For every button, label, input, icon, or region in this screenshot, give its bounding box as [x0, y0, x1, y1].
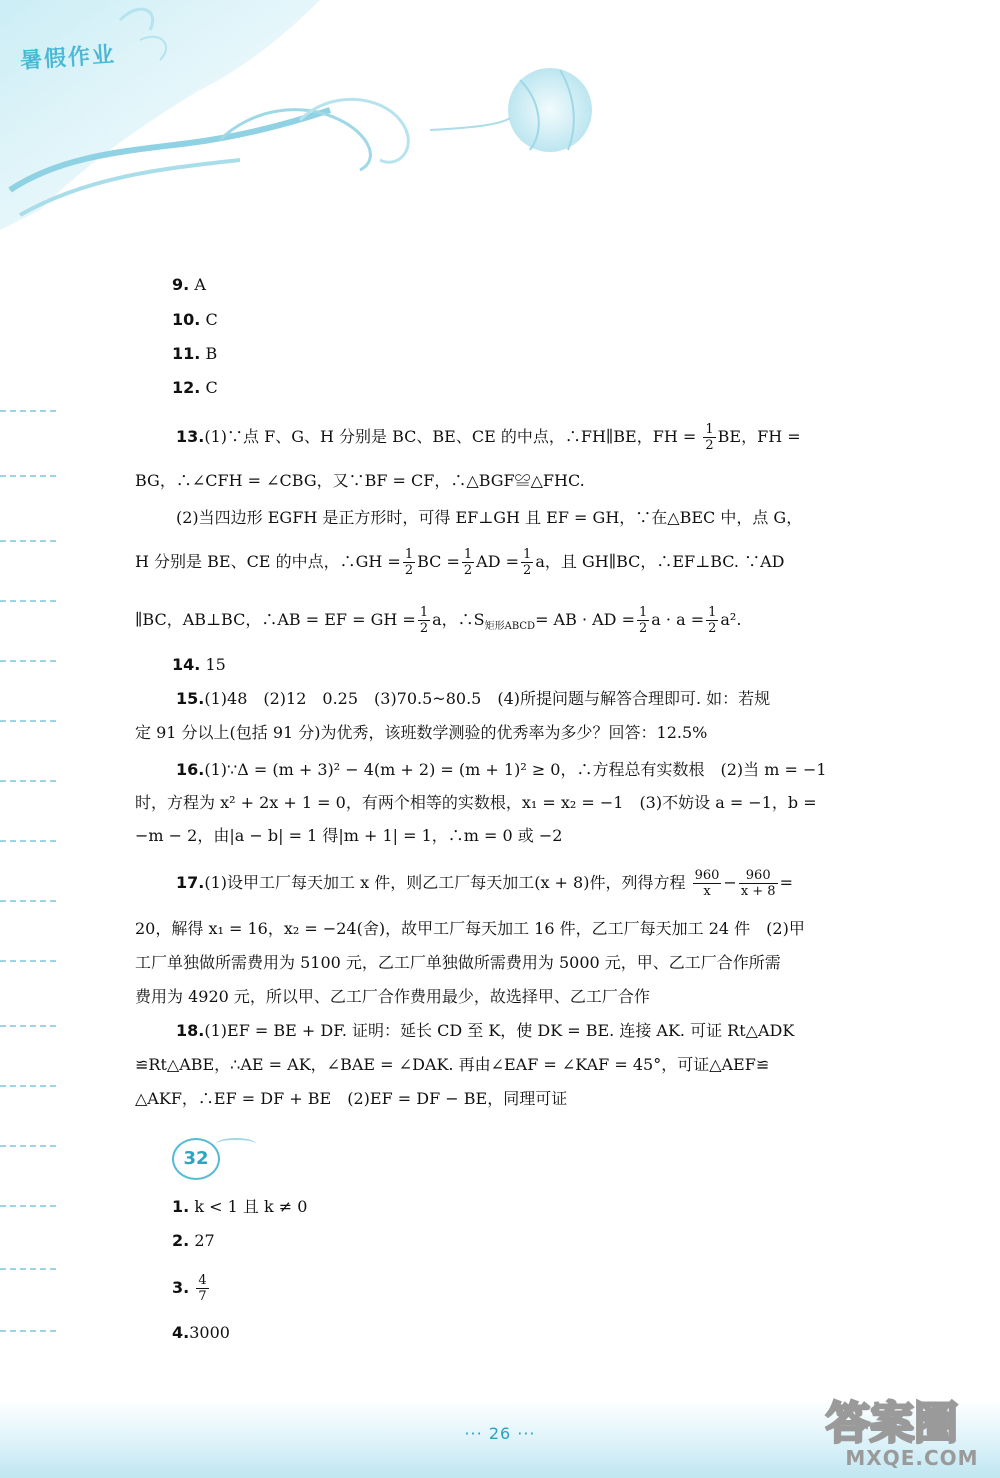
- answer-18-line-2: ≌Rt△ABE，∴AE = AK，∠BAE = ∠DAK. 再由∠EAF = ∠KAF = 45°，可证△AEF≌: [135, 1055, 770, 1074]
- watermark-url: MXQE.COM: [845, 1446, 979, 1470]
- section-answer-1: 1. k < 1 且 k ≠ 0: [172, 1197, 308, 1216]
- fraction-half: $\frac{1}{2}$: [708, 605, 717, 636]
- fraction-half: $\frac{1}{2}$: [419, 605, 429, 636]
- answer-18-line-1: 18.(1)EF = BE + DF. 证明：延长 CD 至 K，使 DK = BE. 连接 AK. 可证 Rt△ADK: [176, 1021, 795, 1040]
- answer-17-line-3: 工厂单独做所需费用为 5100 元，乙工厂单独做所需费用为 5000 元，甲、乙工厂合作所需: [135, 953, 781, 972]
- fraction-half: $\frac{1}{2}$: [705, 422, 714, 453]
- section-number-badge: 32: [172, 1138, 220, 1180]
- answer-10: 10. C: [172, 310, 218, 329]
- fraction-half: $\frac{1}{2}$: [523, 547, 532, 578]
- section-answer-4: 4.3000: [172, 1323, 230, 1342]
- answer-13-line-4: H 分别是 BE、CE 的中点，∴GH = $\frac{1}{2}$ BC = $\frac{1}{2}$ AD = $\frac{1}{2}$ a，且 GH∥BC，∴EF⊥BC. ∵AD: [135, 547, 785, 578]
- answer-13-line-1: 13.(1)∵点 F、G、H 分别是 BC、BE、CE 的中点，∴FH∥BE，FH = $\frac{1}{2}$ BE，FH =: [176, 422, 801, 453]
- answer-17-line-4: 费用为 4920 元，所以甲、乙工厂合作费用最少，故选择甲、乙工厂合作: [135, 987, 650, 1006]
- answer-11: 11. B: [172, 344, 218, 363]
- svg-text:答案圈: 答案圈: [826, 1398, 958, 1449]
- answer-18-line-3: △AKF，∴EF = DF + BE (2)EF = DF − BE，同理可证: [135, 1089, 568, 1108]
- answer-13-line-2: BG，∴∠CFH = ∠CBG，又∵BF = CF，∴△BGF≌△FHC.: [135, 471, 585, 490]
- fraction-4-7: $\frac{4}{7}$: [198, 1273, 207, 1304]
- answer-17-line-1: 17.(1)设甲工厂每天加工 x 件，则乙工厂每天加工(x + 8)件，列得方程 $\frac{960}{x}$ − $\frac{960}{x + 8}$ =: [176, 868, 793, 899]
- answer-13-line-3: (2)当四边形 EGFH 是正方形时，可得 EF⊥GH 且 EF = GH，∵在△BEC 中，点 G，: [176, 508, 803, 527]
- section-answer-2: 2. 27: [172, 1231, 215, 1250]
- answer-17-line-2: 20，解得 x₁ = 16，x₂ = −24(舍)，故甲工厂每天加工 16 件，乙工厂每天加工 24 件 (2)甲: [135, 919, 805, 938]
- header-title: 暑假作业: [19, 42, 117, 75]
- answer-16-line-3: −m − 2，由|a − b| = 1 得|m + 1| = 1，∴m = 0 或 −2: [135, 826, 563, 845]
- answer-16-line-2: 时，方程为 x² + 2x + 1 = 0，有两个相等的实数根，x₁ = x₂ = −1 (3)不妨设 a = −1，b =: [135, 793, 817, 812]
- fraction-960-x: $\frac{960}{x}$: [694, 868, 720, 899]
- fraction-half: $\frac{1}{2}$: [463, 547, 473, 578]
- fraction-960-x-plus-8: $\frac{960}{x + 8}$: [740, 868, 776, 899]
- answer-9: 9. A: [172, 275, 206, 294]
- answer-15-line-2: 定 91 分以上(包括 91 分)为优秀，该班数学测验的优秀率为多少？回答：12.5%: [135, 723, 708, 742]
- section-badge-swoosh: [216, 1138, 256, 1150]
- answer-15-line-1: 15.(1)48 (2)12 0.25 (3)70.5~80.5 (4)所提问题与解答合理即可. 如：若规: [176, 689, 771, 708]
- answer-12: 12. C: [172, 378, 218, 397]
- section-answer-3: 3. $\frac{4}{7}$: [172, 1273, 207, 1304]
- answer-13-line-5: ∥BC，AB⊥BC，∴AB = EF = GH = $\frac{1}{2}$ a，$\therefore S_{矩形ABCD}=$ AB · AD = $\frac{1}{2}$ a · a = $\frac{1}{2}$ a².: [135, 605, 742, 636]
- fraction-half: $\frac{1}{2}$: [639, 605, 648, 636]
- fraction-half: $\frac{1}{2}$: [404, 547, 414, 578]
- answer-14: 14. 15: [172, 655, 226, 674]
- answer-16-line-1: 16.(1)∵Δ = (m + 3)² − 4(m + 2) = (m + 1)² ≥ 0，∴方程总有实数根 (2)当 m = −1: [176, 760, 827, 779]
- page-number: ··· 26 ···: [464, 1424, 536, 1443]
